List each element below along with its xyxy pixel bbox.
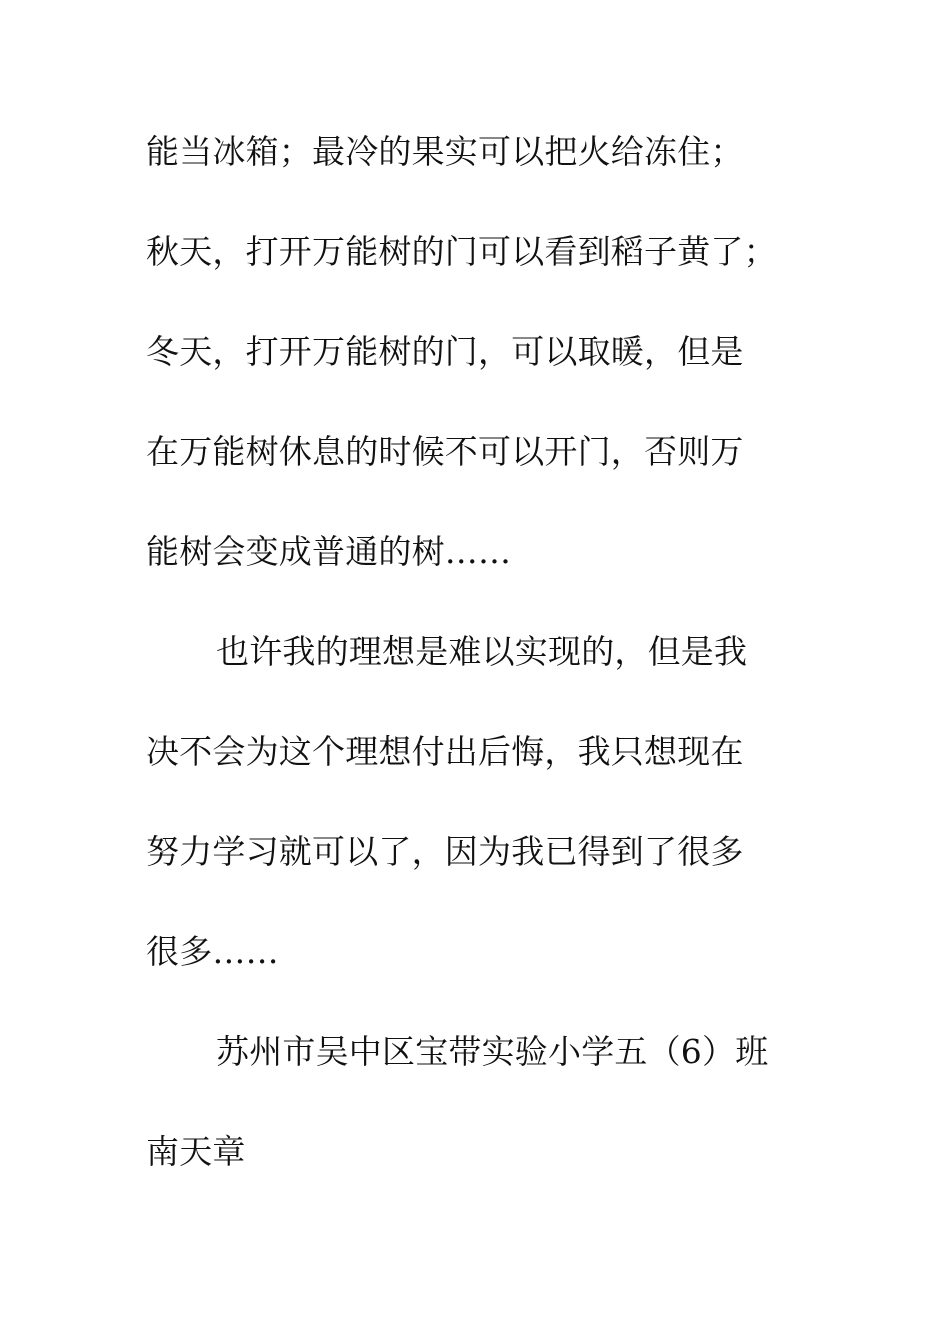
author-name: 南天章 [146, 1132, 246, 1171]
paragraph-line-1: 能当冰箱；最冷的果实可以把火给冻住； [146, 132, 744, 171]
paragraph-line-5: 能树会变成普通的树…… [146, 532, 512, 571]
paragraph-line-7: 决不会为这个理想付出后悔，我只想现在 [146, 732, 744, 771]
paragraph-line-9: 很多…… [146, 932, 279, 971]
paragraph-line-6: 也许我的理想是难以实现的，但是我 [216, 632, 748, 671]
paragraph-line-2: 秋天，打开万能树的门可以看到稻子黄了； [146, 232, 777, 271]
paragraph-line-3: 冬天，打开万能树的门，可以取暖，但是 [146, 332, 744, 371]
author-school: 苏州市吴中区宝带实验小学五（6）班 [216, 1032, 769, 1071]
paragraph-line-8: 努力学习就可以了，因为我已得到了很多 [146, 832, 744, 871]
paragraph-line-4: 在万能树休息的时候不可以开门，否则万 [146, 432, 744, 471]
